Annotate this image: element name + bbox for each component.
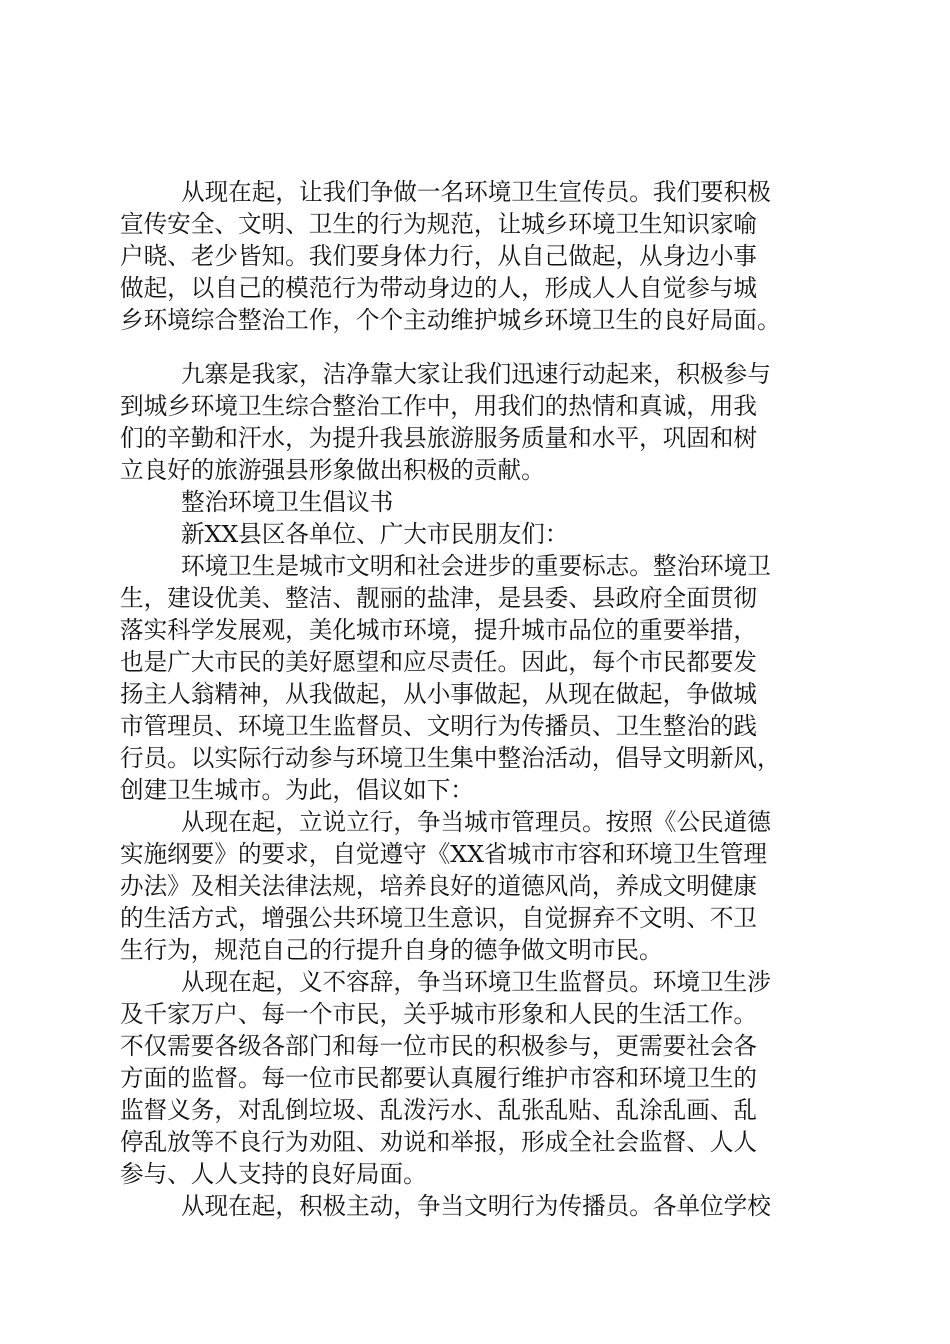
document-title: 整治环境卫生倡议书 [181,488,394,516]
paragraph-3-line-6: 市管理员、环境卫生监督员、文明行为传播员、卫生整治的践 [120,712,758,740]
salutation: 新XX县区各单位、广大市民朋友们： [181,520,569,548]
paragraph-2-line-1: 九寨是我家，洁净靠大家让我们迅速行动起来，积极参与 [181,360,771,388]
paragraph-5-line-6: 停乱放等不良行为劝阻、劝说和举报，形成全社会监督、人人 [120,1128,758,1156]
paragraph-1-line-5: 乡环境综合整治工作，个个主动维护城乡环境卫生的良好局面。 [120,306,781,334]
paragraph-3-line-7: 行员。以实际行动参与环境卫生集中整治活动，倡导文明新风， [120,744,781,772]
paragraph-4-line-2: 实施纲要》的要求，自觉遵守《XX省城市市容和环境卫生管理 [120,840,768,868]
paragraph-3-line-3: 落实科学发展观，美化城市环境，提升城市品位的重要举措， [120,616,758,644]
paragraph-2-line-3: 们的辛勤和汗水，为提升我县旅游服务质量和水平，巩固和树 [120,424,758,452]
paragraph-1-line-4: 做起，以自己的模范行为带动身边的人，形成人人自觉参与城 [120,274,758,302]
paragraph-5-line-7: 参与、人人支持的良好局面。 [120,1160,427,1188]
paragraph-3-line-1: 环境卫生是城市文明和社会进步的重要标志。整治环境卫 [181,552,771,580]
paragraph-3-line-4: 也是广大市民的美好愿望和应尽责任。因此，每个市民都要发 [120,648,758,676]
paragraph-6-line-1: 从现在起，积极主动，争当文明行为传播员。各单位学校 [181,1192,771,1220]
paragraph-5-line-4: 方面的监督。每一位市民都要认真履行维护市容和环境卫生的 [120,1064,758,1092]
paragraph-5-line-3: 不仅需要各级各部门和每一位市民的积极参与，更需要社会各 [120,1032,758,1060]
paragraph-3-line-2: 生，建设优美、整洁、靓丽的盐津，是县委、县政府全面贯彻 [120,584,758,612]
paragraph-5-line-5: 监督义务，对乱倒垃圾、乱泼污水、乱张乱贴、乱涂乱画、乱 [120,1096,758,1124]
paragraph-1-line-3: 户晓、老少皆知。我们要身体力行，从自己做起，从身边小事 [120,242,758,270]
paragraph-1-line-2: 宣传安全、文明、卫生的行为规范，让城乡环境卫生知识家喻 [120,210,758,238]
paragraph-4-line-4: 的生活方式，增强公共环境卫生意识，自觉摒弃不文明、不卫 [120,904,758,932]
paragraph-4-line-3: 办法》及相关法律法规，培养良好的道德风尚，养成文明健康 [120,872,758,900]
paragraph-1-line-1: 从现在起，让我们争做一名环境卫生宣传员。我们要积极 [181,178,771,206]
paragraph-5-line-2: 及千家万户、每一个市民，关乎城市形象和人民的生活工作。 [120,1000,758,1028]
paragraph-3-line-8: 创建卫生城市。为此，倡议如下： [120,776,474,804]
paragraph-4-line-5: 生行为，规范自己的行提升自身的德争做文明市民。 [120,936,663,964]
paragraph-5-line-1: 从现在起，义不容辞，争当环境卫生监督员。环境卫生涉 [181,968,771,996]
paragraph-2-line-4: 立良好的旅游强县形象做出积极的贡献。 [120,456,545,484]
paragraph-4-line-1: 从现在起，立说立行，争当城市管理员。按照《公民道德 [181,808,771,836]
paragraph-2-line-2: 到城乡环境卫生综合整治工作中，用我们的热情和真诚，用我 [120,392,758,420]
paragraph-3-line-5: 扬主人翁精神，从我做起，从小事做起，从现在做起，争做城 [120,680,758,708]
